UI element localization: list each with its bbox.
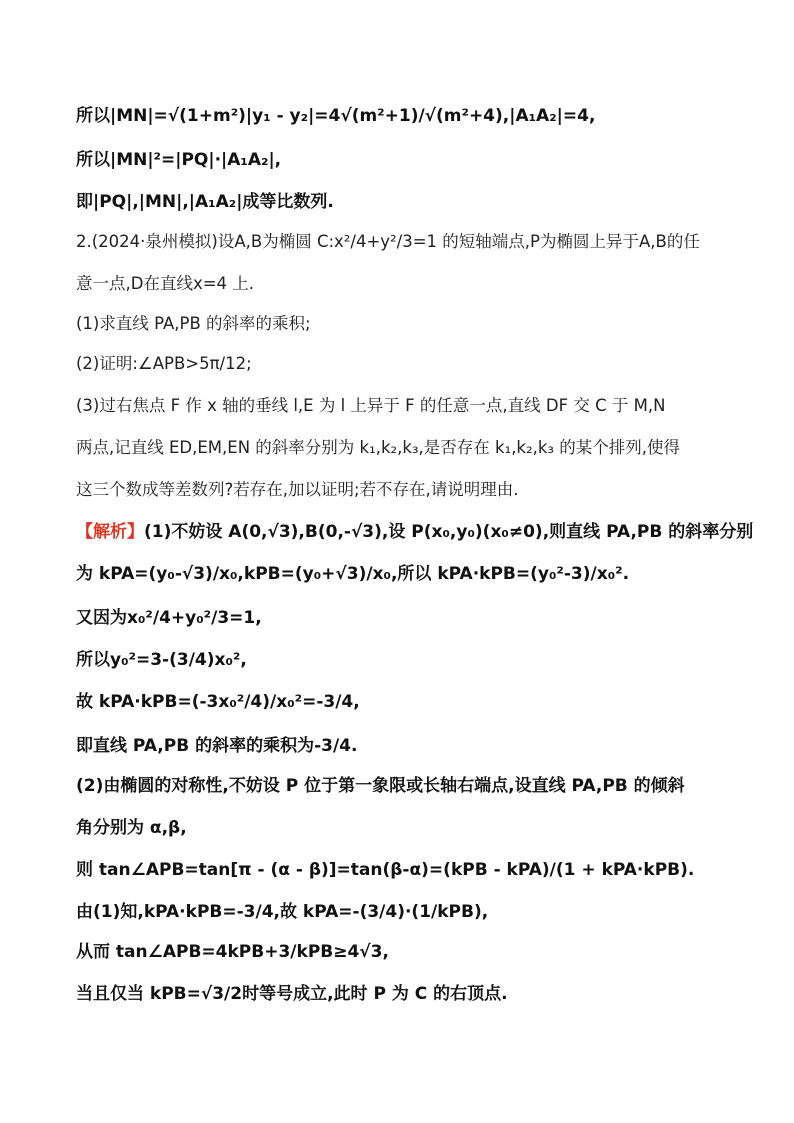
problem-part-3-line-2: 两点,记直线 ED,EM,EN 的斜率分别为 k₁,k₂,k₃,是否存在 k₁,k₂,k₃ 的某个排列,使得 — [76, 438, 681, 457]
problem-part-3-line-3: 这三个数成等差数列?若存在,加以证明;若不存在,请说明理由. — [76, 480, 519, 499]
solution-line-10: 由(1)知,kPA·kPB=-3/4,故 kPA=-(3/4)·(1/kPB), — [76, 902, 489, 922]
solution-line-11: 从而 tan∠APB=4kPB+3/kPB≥4√3, — [76, 942, 389, 962]
problem-part-1: (1)求直线 PA,PB 的斜率的乘积; — [76, 314, 311, 333]
problem-part-2: (2)证明:∠APB>5π/12; — [76, 354, 252, 373]
solution-line-7: (2)由椭圆的对称性,不妨设 P 位于第一象限或长轴右端点,设直线 PA,PB 的倾斜 — [76, 776, 685, 796]
solution-line-5: 故 kPA·kPB=(-3x₀²/4)/x₀²=-3/4, — [76, 692, 360, 712]
problem-line-1: 2.(2024·泉州模拟)设A,B为椭圆 C:x²/4+y²/3=1 的短轴端点,P为椭圆上异于A,B的任 — [76, 232, 700, 251]
solution-line-3: 又因为x₀²/4+y₀²/3=1, — [76, 608, 262, 628]
solution-line-8: 角分别为 α,β, — [76, 818, 187, 838]
solution-line-6: 即直线 PA,PB 的斜率的乘积为-3/4. — [76, 736, 358, 756]
text-line-2: 所以|MN|²=|PQ|·|A₁A₂|, — [76, 150, 282, 170]
text-line-3: 即|PQ|,|MN|,|A₁A₂|成等比数列. — [76, 192, 334, 212]
problem-part-3-line-1: (3)过右焦点 F 作 x 轴的垂线 l,E 为 l 上异于 F 的任意一点,直线 DF 交 C 于 M,N — [76, 396, 666, 415]
solution-line-1 — [76, 520, 753, 544]
solution-line-1-text: (1)不妨设 A(0,√3),B(0,-√3),设 P(x₀,y₀)(x₀≠0),则直线 PA,PB 的斜率分别 — [144, 522, 754, 542]
text-line-1: 所以|MN|=√(1+m²)|y₁ - y₂|=4√(m²+1)/√(m²+4),|A₁A₂|=4, — [76, 106, 596, 126]
solution-line-4: 所以y₀²=3-(3/4)x₀², — [76, 650, 247, 670]
solution-tag: 【解析】 — [76, 522, 144, 542]
problem-line-2: 意一点,D在直线x=4 上. — [76, 274, 255, 293]
solution-line-9: 则 tan∠APB=tan[π - (α - β)]=tan(β-α)=(kPB - kPA)/(1 + kPA·kPB). — [76, 860, 695, 880]
solution-line-12: 当且仅当 kPB=√3/2时等号成立,此时 P 为 C 的右顶点. — [76, 984, 508, 1004]
solution-line-2: 为 kPA=(y₀-√3)/x₀,kPB=(y₀+√3)/x₀,所以 kPA·kPB=(y₀²-3)/x₀². — [76, 564, 630, 584]
